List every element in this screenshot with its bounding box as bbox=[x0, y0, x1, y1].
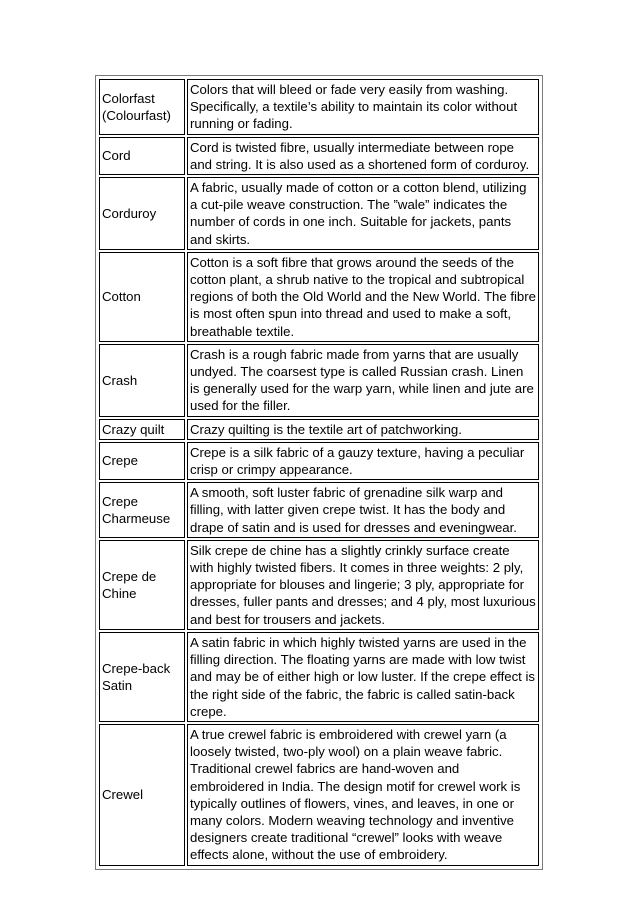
table-row bbox=[99, 482, 539, 538]
term-cell: Crepe de Chine bbox=[99, 540, 185, 630]
table-row bbox=[99, 177, 539, 250]
definition-cell: Crazy quilting is the textile art of patchworking. bbox=[187, 419, 539, 440]
table-row bbox=[99, 252, 539, 342]
definition-cell: Silk crepe de chine has a slightly crinkly surface create with highly twisted fibers. It comes in three weights: 2 ply, appropriate for blouses and lingerie; 3 ply, appropriate for dresses, fuller pants and dresses; and 4 ply, most luxurious and best for trousers and jackets. bbox=[187, 540, 539, 630]
term-cell: Cord bbox=[99, 137, 185, 175]
term-cell: Cotton bbox=[99, 252, 185, 342]
table-row bbox=[99, 79, 539, 135]
definition-cell: Cotton is a soft fibre that grows around the seeds of the cotton plant, a shrub native to the tropical and subtropical regions of both the Old World and the New World. The fibre is most often spun into thread and used to make a soft, breathable textile. bbox=[187, 252, 539, 342]
table-row bbox=[99, 724, 539, 866]
glossary-grid bbox=[97, 77, 541, 868]
glossary-table bbox=[95, 75, 543, 870]
term-cell: Crazy quilt bbox=[99, 419, 185, 440]
table-row bbox=[99, 540, 539, 630]
term-cell: Crepe-back Satin bbox=[99, 632, 185, 722]
term-cell: Corduroy bbox=[99, 177, 185, 250]
definition-cell: A satin fabric in which highly twisted yarns are used in the filling direction. The floating yarns are made with low twist and may be of either high or low luster. If the crepe effect is the right side of the fabric, the fabric is called satin-back crepe. bbox=[187, 632, 539, 722]
term-cell: Crepe bbox=[99, 442, 185, 480]
definition-cell: A fabric, usually made of cotton or a cotton blend, utilizing a cut-pile weave construction. The ”wale” indicates the number of cords in one inch. Suitable for jackets, pants and skirts. bbox=[187, 177, 539, 250]
term-cell: Crewel bbox=[99, 724, 185, 866]
table-row bbox=[99, 632, 539, 722]
definition-cell: A smooth, soft luster fabric of grenadine silk warp and filling, with latter given crepe twist. It has the body and drape of satin and is used for dresses and eveningwear. bbox=[187, 482, 539, 538]
definition-cell: Crash is a rough fabric made from yarns that are usually undyed. The coarsest type is called Russian crash. Linen is generally used for the warp yarn, while linen and jute are used for the filler. bbox=[187, 344, 539, 417]
definition-cell: A true crewel fabric is embroidered with crewel yarn (a loosely twisted, two-ply wool) on a plain weave fabric. Traditional crewel fabrics are hand-woven and embroidered in India. The design motif for crewel work is typically outlines of flowers, vines, and leaves, in one or many colors. Modern weaving technology and inventive designers create traditional “crewel” looks with weave effects alone, without the use of embroidery. bbox=[187, 724, 539, 866]
definition-cell: Colors that will bleed or fade very easily from washing. Specifically, a textile’s ability to maintain its color without running or fading. bbox=[187, 79, 539, 135]
term-cell: Crash bbox=[99, 344, 185, 417]
definition-cell: Cord is twisted fibre, usually intermediate between rope and string. It is also used as a shortened form of corduroy. bbox=[187, 137, 539, 175]
table-row bbox=[99, 419, 539, 440]
table-row bbox=[99, 442, 539, 480]
term-cell: Crepe Charmeuse bbox=[99, 482, 185, 538]
table-row bbox=[99, 344, 539, 417]
term-cell: Colorfast (Colourfast) bbox=[99, 79, 185, 135]
table-row bbox=[99, 137, 539, 175]
definition-cell: Crepe is a silk fabric of a gauzy texture, having a peculiar crisp or crimpy appearance. bbox=[187, 442, 539, 480]
